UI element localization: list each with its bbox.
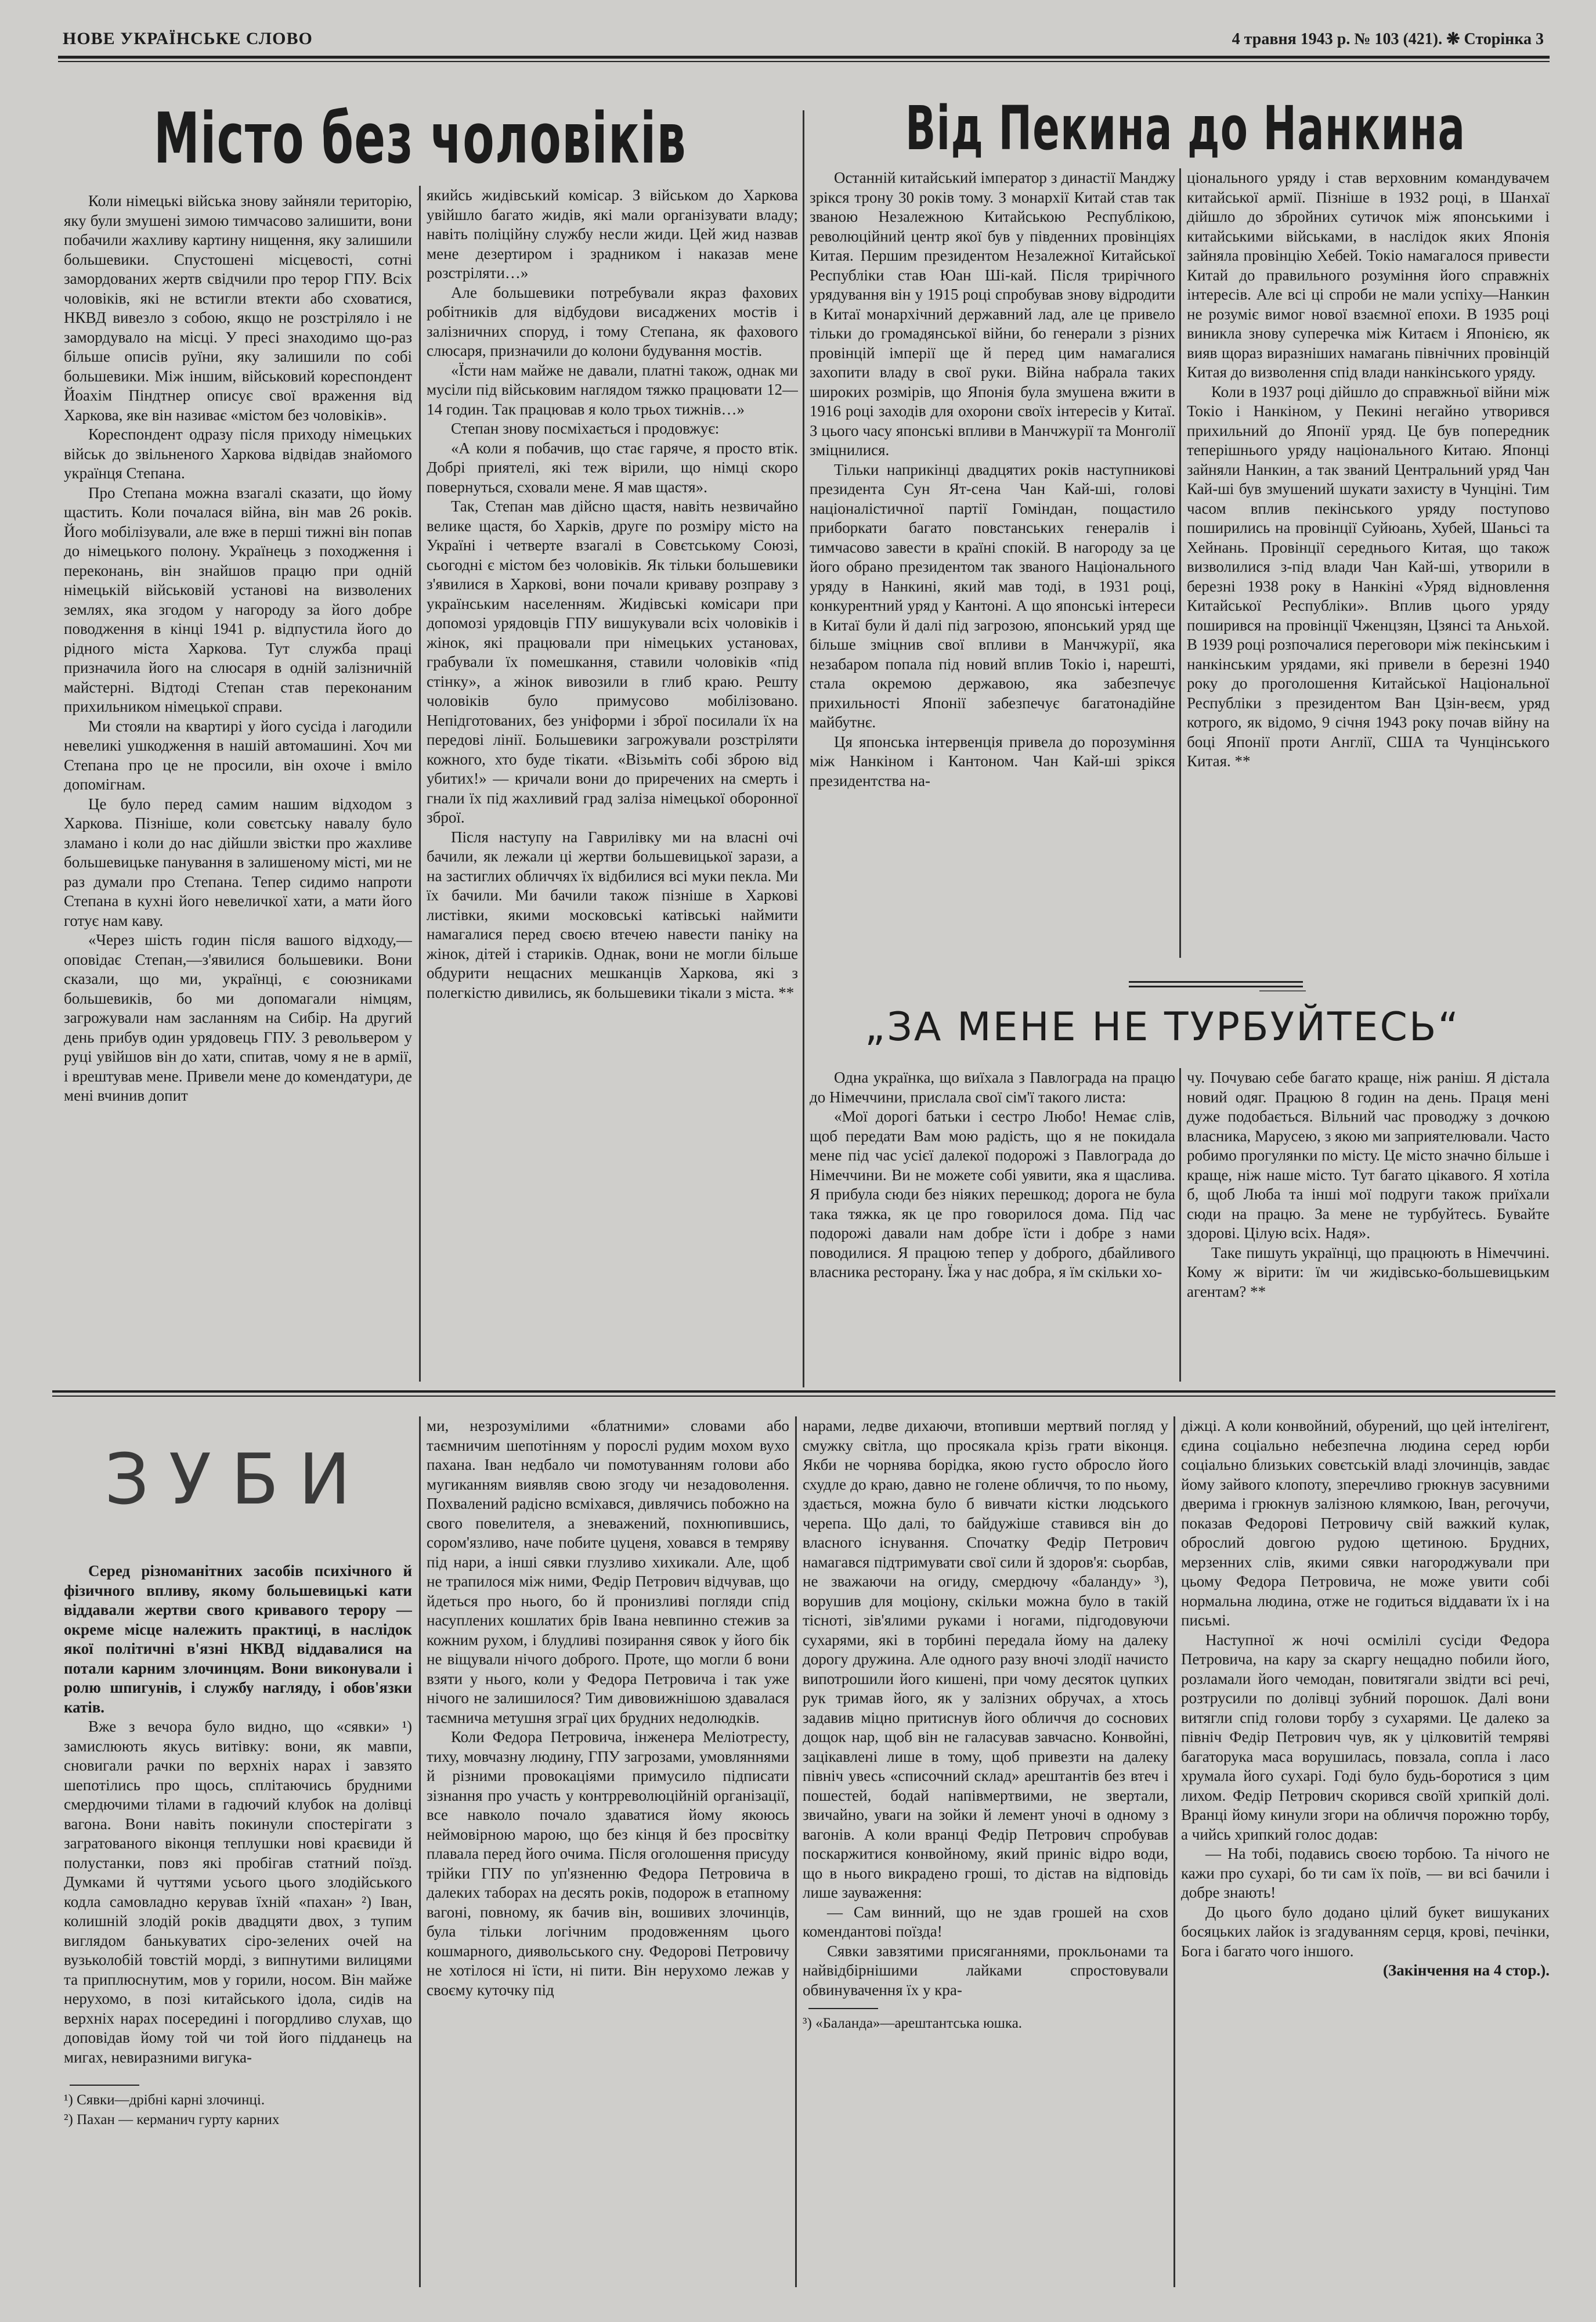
paragraph: Коли в 1937 році дійшло до справжньої війни між Токіо і Нанкіном, у Пекині негайно утворився прихильний до Японії уряд. Це був попередник теперішнього уряду національного Китаю. Японці зайняли Нанкин, а так званий Центральний уряд Чан Кай-ші був змушений шукати захисту в Чунціні. Тим часом вплив пекінського уряду поступово поширились на провінції Суйюань, Хубей, Шаньсі та Хейнань. Провінції середнього Китая, що також визволилися з-під влади Чан Кай-ші, утворили в березні 1938 року в Нанкіні «Уряд відновлення Китайської Республіки». Вплив цього уряду поширився на провінції Чженцзян, Цзянсі та Аньхой. В 1939 році розпочалися переговори між пекінським і нанкінським урядами, які привели в березні 1940 року до проголошення Китайської Національної Республіки з президентом Ван Цзін-веєм, уряд котрого, як відомо, 9 січня 1943 року почав війну на боці Японії проти Англії, США та Чунцінського Китая. ** bbox=[1187, 383, 1550, 770]
article-column bbox=[810, 168, 1175, 964]
footnote-rule bbox=[70, 2085, 139, 2086]
paragraph: Сявки завзятими присяганнями, прокльонами та найвідбірнішими лайками спростовували обвинувачення їх у кра- bbox=[803, 1942, 1168, 1999]
paragraph: якийсь жидівський комісар. З військом до Харкова увійшло багато жидів, які мали організувати владу; навіть поліційну службу несли жиди. Цей жид назвав мене дезертиром і зрадником і наказав мене розстріляти…» bbox=[427, 186, 798, 282]
article-column bbox=[1187, 1068, 1550, 1382]
paragraph: чу. Почуваю себе багато краще, ніж раніш. Я дістала новий одяг. Працюю 8 годин на день. Праця мені дуже подобається. Вільний час проводжу з дочкою власника, Марусею, з якою ми заприятелювали. Часто робимо прогулянки по місту. Це місто значно більше і краще, ніж наше місто. Тут багато цікавого. Я хотіла б, щоб Люба та інші мої подруги також приїхали сюди на працю. За мене не турбуйтесь. Бувайте здорові. Цілую всіх. Надя». bbox=[1187, 1069, 1550, 1242]
paragraph: Так, Степан мав дійсно щастя, навіть незвичайно велике щастя, бо Харків, друге по розміру місто на Україні і четверте взагалі в Совєтському Союзі, сьогодні є містом без чоловіків. Як тільки большевики з'явилися в Харкові, вони почали криваву розправу з українським населенням. Жидівські комісари при допомозі урядовців ГПУ вишукували всіх чоловіків і жінок, які працювали при німецьких установах, грабували їх помешкання, ставили чоловіків «під стінку», а жінок вивозили в глиб краю. Решту чоловіків було примусово мобілізовано. Непідготованих, без уніформи і зброї посилали їх на передові лінії. Большевики загрожували розстріляти кожного, хто буде тікати. «Візьміть собі зброю від убитих!» — кричали вони до приречених на смерть і гнали їх під жахливий град заліза німецької оборонної зброї. bbox=[427, 497, 798, 826]
column-divider bbox=[1179, 168, 1181, 958]
article-column bbox=[64, 1562, 412, 2287]
article-column bbox=[427, 186, 798, 1382]
article-column bbox=[64, 192, 412, 1387]
footnote: ³) «Баланда»—арештантська юшка. bbox=[803, 2015, 1023, 2031]
column-divider bbox=[1179, 1068, 1181, 1382]
paragraph: «Через шість годин після вашого відходу,—оповідає Степан,—з'явилися большевики. Вони сказали, що ми, українці, є союзниками большевиків, бо ми допомагали німцям, загрожували нам засланням на Сибір. На другий день прибув один урядовець ГПУ. З револьвером у руці увійшов він до хати, спитав, чому я не в армії, і врештував мене. Привели мене до комендатури, де мені вчинив допит bbox=[64, 931, 412, 1104]
ornament-rule bbox=[1129, 981, 1303, 983]
column-divider bbox=[419, 1416, 421, 2287]
paragraph: Таке пишуть українці, що працюють в Німеччині. Кому ж вірити: їм чи жидівсько-большевицьким агентам? ** bbox=[1187, 1243, 1550, 1300]
paragraph: Ми стояли на квартирі у його сусіда і лагодили невеликі ушкодження в нашій автомашині. Хоч ми Степана про це не просили, він охоче і вміло допомігнам. bbox=[64, 717, 412, 793]
article-title: ЗУБИ bbox=[104, 1440, 371, 1520]
paragraph: Наступної ж ночі осмілілі сусіди Федора Петровича, на кару за скаргу нещадно побили його, розламали його чемодан, повитягали звідти всі речі, розтрусили по долівці зубний порошок. Далі вони витягли спід голови торбу з сухарями. Це далеко за північ Федір Петрович чув, як у цілковитій темряві багаторука маса ворушилась, повзала, сопла і ласо хрумала його сухарі. Годі було будь-боротися з цим лихом. Федір Петрович скорився своїй хрипкій долі. Вранці йому кинули згори на обличчя порожню торбу, а чийсь хрипкий голос додав: bbox=[1181, 1631, 1550, 1843]
footnote: ¹) Сявки—дрібні карні злочинці. bbox=[64, 2092, 265, 2108]
section-rule bbox=[52, 1396, 1555, 1397]
header-rule-thin bbox=[58, 61, 1550, 62]
column-divider bbox=[1173, 1416, 1175, 2287]
masthead: НОВЕ УКРАЇНСЬКЕ СЛОВО bbox=[63, 29, 313, 48]
paragraph: «А коли я побачив, що стає гаряче, я просто втік. Добрі приятелі, які теж вірили, що німці скоро повернуться, сховали мене. Я мав щастя». bbox=[427, 439, 798, 496]
article-title: Від Пекина до Нанкина bbox=[905, 93, 1466, 164]
lead-paragraph: Серед різноманітних засобів психічного й фізичного впливу, якому большевицькі кати віддавали жертви свого кривавого терору — окреме місце належить практиці, в наслідок якої політичні в'язні НКВД віддавалися на потали карним злочинцям. Вони виконували і ролю шпигунів, і службу нагляду, і обов'язки катів. bbox=[64, 1562, 412, 1716]
paragraph: Тільки наприкінці двадцятих років наступникові президента Сун Ят-сена Чан Кай-ші, голові націоналістичної партії Гоміндан, пощастило приборкати багато повстанських генералів і тимчасово завести в країні спокій. В нагороду за це його обрано президентом так званого Національного уряду в Нанкині, який мав тоді, в 1931 році, конкурентний уряд у Кантоні. А що японські інтереси в Китаї були й далі під загрозою, японський уряд ще більше зміцнив свої впливи в Манчжурії, яка незабаром попала під новий вплив Токіо і, нарешті, стала окремою державою, яка забезпечує прихильності Японії забезпечує багатонадійне майбутнє. bbox=[810, 460, 1175, 731]
paragraph: Про Степана можна взагалі сказати, що йому щастить. Коли почалася війна, він мав 26 років. Його мобілізували, але вже в перші тижні він попав до німецького полону. Українець з походження і переконань, він знайшов працю при одній німецькій військовій установі на визволених землях, яка згодом у нагороду за його добре поводження в кінці 1941 р. відпустила його до рідного міста Харкова. Тут служба праці призначила його на слюсаря в одній залізничній майстерні. Відтоді Степан став переконаним прихильником німецької справи. bbox=[64, 484, 412, 715]
paragraph: Степан знову посміхається і продовжує: bbox=[451, 420, 720, 437]
paragraph: «Їсти нам майже не давали, платні також, однак ми мусіли під військовим наглядом тяжко працювати 12—14 годин. Так працював я коло трьох тижнів…» bbox=[427, 361, 798, 418]
paragraph: Але большевики потребували якраз фахових робітників для відбудови висаджених мостів і залізничних споруд, і тому Степана, як фахового слюсаря, призначили до колони будування мостів. bbox=[427, 283, 798, 359]
column-divider bbox=[795, 1416, 797, 2287]
article-column bbox=[1187, 168, 1550, 964]
paragraph: Це було перед самим нашим відходом з Харкова. Пізніше, коли совєтську навалу було зламано і коли до нас дійшли звістки про жахливе большевицьке панування в залишеному місті, ми не раз думали про Степана. Тепер сидимо напроти Степана в кухні його невеличкої хати, а мати його готує нам каву. bbox=[64, 795, 412, 929]
paragraph: Останній китайський імператор з династії Манджу зрікся трону 30 років тому. З монархії Китай став так званою Незалежною Китайською Республікою, революційний центр якої був у південних провінціях Китая. Першим президентом Незалежної Китайської Республіки став Юан Ші-кай. Після трирічного урядування він у 1915 році спробував знову відродити в Китаї монархічний державний лад, але це привело тільки до громадянської війни, бо генерали з різних провінцій імперії ще й перед цим намагалися захопити владу в свої руки. Війна набрала таких широких розмірів, що Японія була змушена вжити в 1916 році заходів для охорони своїх інтересів у Китаї. З цього часу японські впливи в Манчжурії та Монголії зміцнилися. bbox=[810, 169, 1175, 459]
paragraph: Кореспондент одразу після приходу німецьких військ до звільненого Харкова відвідав знайомого українця Степана. bbox=[64, 426, 412, 482]
paragraph: До цього було додано цілий букет вишуканих босяцьких лайок із згадуванням серця, крові, печінки, Бога і багато чого іншого. bbox=[1181, 1903, 1550, 1960]
paragraph: — На тобі, подавись своєю торбою. Та нічого не кажи про сухарі, бо ти сам їх поїв, — ви всі бачили і добре знають! bbox=[1181, 1845, 1550, 1901]
column-divider bbox=[419, 186, 421, 1382]
article-column bbox=[810, 1068, 1175, 1382]
paragraph: діжці. А коли конвойний, обурений, що цей інтелігент, єдина соціально небезпечна людина серед юрби соціально близьких совєтській владі злочинців, завдає йому зайвого клопоту, зперечливо грюкнув засувними дверима і грюкнув залізною клямкою, Іван, регочучи, показав Федорові Петровичу свій важкий кулак, оброслий довгою рудою щетиною. Брудних, мерзенних слів, якими сявки нагороджували при цьому Федора Петровича, не може увити собі нормальна людина, отже не годиться віддавати їх і на письмі. bbox=[1181, 1417, 1550, 1629]
paragraph: «Мої дорогі батьки і сестро Любо! Немає слів, щоб передати Вам мою радість, що я не покидала мене під час усієї далекої подорожі з Павлограда до Німеччини. Ви не можете собі уявити, яка я щаслива. Я прибула сюди без ніяких перешкод; дорога не була така тяжка, як це про говорилося дома. Під час подорожі давали нам добре їсти і добре з нами поводилися. Я працюю тепер у доброго, дбайливого власника ресторану. Їжа у нас добра, я їм скільки хо- bbox=[810, 1108, 1175, 1281]
paragraph: — Сам винний, що не здав грошей на схов комендантові поїзда! bbox=[803, 1903, 1168, 1940]
paragraph: Після наступу на Гаврилівку ми на власні очі бачили, як лежали ці жертви большевицької зарази, а на застиглих обличчях їх відбилися всі муки пекла. Ми їх бачили. Ми бачили також пізніше в Харкові листівки, якими московські катівські наймити намагалися перед своєю втечею навести паніку на жінок, дітей і стариків. Однак, вони не могли більше обдурити нещасних мешканців Харкова, які з полегкістю дивились, як большевики тікали з міста. ** bbox=[427, 828, 798, 1001]
paragraph: Коли німецькі війська знову зайняли територію, яку були змушені зимою тимчасово залишити, вони побачили жахливу картину нищення, яку залишили большевики. Спустошені місцевості, сотні замордованих жертв свідчили про терор ГПУ. Всіх чоловіків, які не встигли втекти або сховатися, НКВД вивезло з собою, якщо не розстріляло і не замордувало на місці. У пресі знаходимо що-раз більше описів руїни, яку залишили по собі большевики. Між іншим, військовий кореспондент Йоахім Піндтнер описує свої враження від Харкова, яке він називає «містом без чоловіків». bbox=[64, 192, 412, 424]
paragraph: Ця японська інтервенція привела до порозуміння між Нанкіном і Кантоном. Чан Кай-ші зрікся президентства на- bbox=[810, 733, 1175, 789]
paragraph: Вже з вечора було видно, що «сявки» ¹) замислюють якусь витівку: вони, як мавпи, сновигали рачки по верхніх нарах і завзято шепотілись про щось, сплітаючись брудними смердючими тілами в гадючий клубок на долівці вагона. Вони навіть покинули спостерігати з загратованого віконця теплушки нові краєвиди й полустанки, повз які пробігав статний поїзд. Думками й чуттями усього цього злодійського кодла самовладно керував їхній «пахан» ²) Іван, колишній злодій років двадцяти двох, з тупим виглядом банькуватих сіро-зелених очей на вузьколобій товстій морді, з випнутими вилицями та приплюснутим, мов у горили, носом. Він майже нерухомо, в позі китайського ідола, сидів на верхніх нарах посередині і погордливо слухав, що доповідав йому той чи той його підданець на мигах, невиразними вигука- bbox=[64, 1718, 412, 2066]
ornament-rule bbox=[1259, 990, 1306, 991]
paragraph: нарами, ледве дихаючи, втопивши мертвий погляд у смужку світла, що просякала крізь грати віконця. Якби не чорнява борідка, якою густо обросло його схудле до краю, давно не голене обличчя, то по ньому, здається, можна було б вивчати кістки людського черепа. Що далі, то байдужіше ставився він до власного існування. Спочатку Федір Петрович намагався підтримувати свої сили й здоров'я: сьорбав, не зважаючи на огиду, смердючу «баланду» ³), ворушив для моціону, скільки можна було в такій тісноті, зів'ялими руками і ногами, підгодовуючи сухарями, які в торбині передала йому на далеку дорогу дружина. Але одного разу вночі злодії начисто випотрошили його кишені, при чому десяток цупких рук тримав його, як у залізних обручах, а хтось задавив міцно притиснув його обличчя до соснових дощок нар, щоб він не галасував завчасно. Конвойні, зацікавлені лише в тому, щоб привезти на далеку північ увесь «списочний склад» арештантів без втеч і пошестей, бодай напівмертвими, не звертали, звичайно, уваги на зойки й лемент уночі в одному з вагонів. А коли вранці Федір Петрович спробував поскаржитися конвойному, який приніс відро води, що в нього викрадено гроші, то дістав на відповідь лише зауваження: bbox=[803, 1417, 1168, 1901]
continuation-note: (Закінчення на 4 стор.). bbox=[1383, 1962, 1550, 1979]
article-title: „ЗА МЕНЕ НЕ ТУРБУЙТЕСЬ“ bbox=[865, 1004, 1460, 1050]
paragraph: ми, незрозумілими «блатними» словами або таємничим шепотінням у порослі рудим мохом вухо пахана. Іван недбало чи помотуванням голови або мугиканням виявляв свою згоду чи незадоволення. Похвалений радісно всміхався, дивлячись побожно на свого повелителя, а зневажений, похнюпившись, сором'язливо, наче побите цуценя, ховався в темряву під нари, а інші сявки глузливо хихикали. Але, щоб не трапилося між ними, Федір Петрович відчував, що йдеться про нього, бо й пронизливі погляди спід насуплених кошлатих брів Івана невпинно стежив за кожним рухом, і блудливі позирання сявок у його бік не віщували нічого доброго. Проте, що могли б вони взяти у нього, коли у Федора Петровича і так уже нічого не залишилося? Тим дивовижнішою здавалася таємнича метушня зграї цих брудних недолюдків. bbox=[427, 1417, 789, 1726]
article-column bbox=[427, 1416, 789, 2287]
article-title: Місто без чоловіків bbox=[154, 99, 687, 179]
date-issue-page: 4 травня 1943 р. № 103 (421). ❋ Сторінка 3 bbox=[1232, 30, 1544, 48]
footnote-rule bbox=[808, 2008, 878, 2009]
section-rule bbox=[52, 1390, 1555, 1393]
header-rule bbox=[58, 56, 1550, 59]
paragraph: Одна українка, що виїхала з Павлограда на працю до Німеччини, прислала свої сім'ї такого листа: bbox=[810, 1069, 1175, 1106]
footnote: ²) Пахан — керманич гурту карних bbox=[64, 2111, 280, 2128]
paragraph: ціонального уряду і став верховним командувачем китайської армії. Пізніше в 1932 році, в Шанхаї дійшло до збройних сутичок між японськими і китайськими військами, в наслідок яких Японія зайняла провінцію Хебей. Токіо намагалося привести Китай до правильного розуміння його справжніх інтересів. Але всі ці спроби не мали успіху—Нанкин не розуміє вимог нової взаємної епохи. В 1935 році виникла знову суперечка між Китаєм і Японією, як вияв щораз виразніших намагань північних провінцій Китая до визволення спід влади нанкінського уряду. bbox=[1187, 169, 1550, 381]
article-column bbox=[803, 1416, 1168, 2287]
article-divider bbox=[803, 110, 804, 1387]
ornament-rule bbox=[1129, 986, 1303, 987]
article-column bbox=[1181, 1416, 1550, 2287]
paragraph: Коли Федора Петровича, інженера Меліотресту, тиху, мовчазну людину, ГПУ загрозами, умовляннями й різними провокаціями примусило підписати зізнання про участь у контрреволюційній організації, все навколо почало здаватися йому якоюсь неймовірною марою, що без кінця й без просвітку плавала перед його очима. Після оголошення присуду трійки ГПУ по уп'язненню Федора Петровича в далеких таборах на десять років, подорож в етапному вагоні, повному, як бачив він, вошивих злочинців, була тільки логічним продовженням цього кошмарного, диявольського сну. Федорові Петровичу не хотілося ні їсти, ні пити. Він нерухомо лежав у своєму куточку під bbox=[427, 1728, 789, 1999]
